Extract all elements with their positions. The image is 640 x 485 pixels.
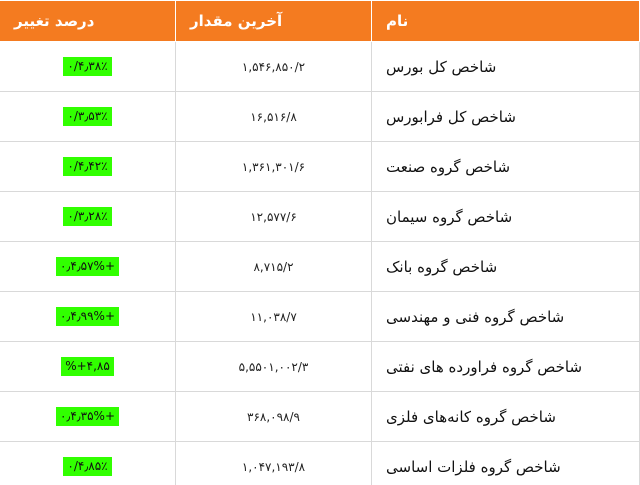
index-name-cell[interactable]: شاخص گروه صنعت (372, 142, 640, 192)
change-badge: ۰٫۴٫۳۵%+ (56, 407, 119, 426)
index-change-cell (0, 142, 176, 192)
table-row[interactable] (0, 192, 640, 242)
table-row[interactable] (0, 442, 640, 485)
index-last-value-cell: ۱,۳۶۱,۳۰۱/۶ (176, 142, 372, 192)
index-last-value-cell: ۵,۵۵۰۱,۰۰۲/۳ (176, 342, 372, 392)
index-last-value-cell: ۱۶,۵۱۶/۸ (176, 92, 372, 142)
index-change-cell (0, 92, 176, 142)
column-header-name[interactable]: نام (372, 1, 640, 42)
table-row[interactable] (0, 142, 640, 192)
index-name-cell[interactable]: شاخص گروه فراورده های نفتی (372, 342, 640, 392)
change-badge: %+۴,۸۵ (61, 357, 114, 376)
index-name-cell[interactable]: شاخص کل بورس (372, 42, 640, 92)
index-last-value-cell: ۱۱,۰۳۸/۷ (176, 292, 372, 342)
index-change-cell (0, 42, 176, 92)
index-name-cell[interactable]: شاخص گروه سیمان (372, 192, 640, 242)
table-header-row (0, 1, 640, 42)
index-name-cell[interactable]: شاخص کل فرابورس (372, 92, 640, 142)
table-header (0, 1, 640, 42)
change-badge: ۴٫۴۲٪/۰ (63, 157, 111, 176)
index-name-cell[interactable]: شاخص گروه بانک (372, 242, 640, 292)
index-change-cell (0, 292, 176, 342)
index-name-cell[interactable]: شاخص گروه کانه‌های فلزی (372, 392, 640, 442)
table-row[interactable] (0, 242, 640, 292)
table-row[interactable] (0, 342, 640, 392)
table-row[interactable] (0, 92, 640, 142)
table-row[interactable] (0, 392, 640, 442)
index-last-value-cell: ۱,۰۴۷,۱۹۳/۸ (176, 442, 372, 485)
change-badge: ۴٫۸۵٪/۰ (63, 457, 111, 476)
index-change-cell (0, 342, 176, 392)
table-row[interactable] (0, 292, 640, 342)
change-badge: ۴٫۳۸٪/۰ (63, 57, 111, 76)
index-name-cell[interactable]: شاخص گروه فنی و مهندسی (372, 292, 640, 342)
change-badge: ۳٫۵۳٪/۰ (63, 107, 111, 126)
table-row[interactable] (0, 42, 640, 92)
index-change-cell (0, 442, 176, 485)
index-last-value-cell: ۱,۵۴۶,۸۵۰/۲ (176, 42, 372, 92)
index-last-value-cell: ۱۲,۵۷۷/۶ (176, 192, 372, 242)
index-name-cell[interactable]: شاخص گروه فلزات اساسی (372, 442, 640, 485)
index-change-cell (0, 192, 176, 242)
index-last-value-cell: ۳۶۸,۰۹۸/۹ (176, 392, 372, 442)
column-header-change-percent[interactable]: درصد تغییر (0, 1, 176, 42)
index-change-cell (0, 392, 176, 442)
change-badge: ۰٫۴٫۵۷%+ (56, 257, 119, 276)
change-badge: ۳٫۲۸٪/۰ (63, 207, 111, 226)
column-header-last-value[interactable]: آخرین مقدار (176, 1, 372, 42)
index-last-value-cell: ۸,۷۱۵/۲ (176, 242, 372, 292)
table-body (0, 42, 640, 485)
change-badge: ۰٫۴٫۹۹%+ (56, 307, 119, 326)
index-change-cell (0, 242, 176, 292)
